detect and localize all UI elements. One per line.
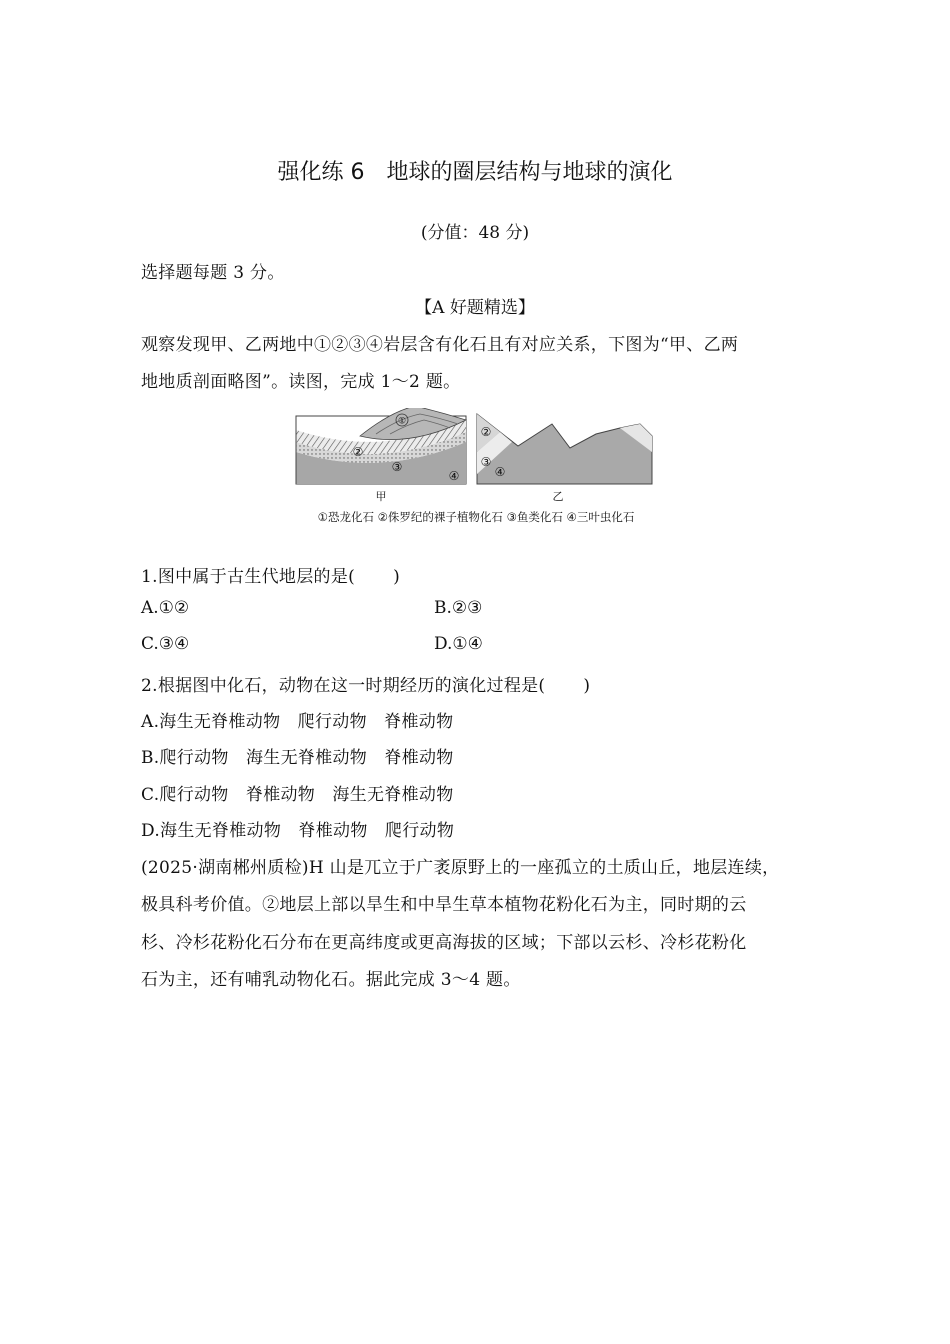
jia-profile	[296, 408, 466, 484]
q2-option-d: D.海生无脊椎动物 脊椎动物 爬行动物	[141, 821, 455, 841]
q1-option-d: D.①④	[434, 634, 483, 654]
question-1-close: )	[393, 567, 400, 587]
question-1-stem: 1.图中属于古生代地层的是(	[141, 567, 356, 587]
q2-option-a: A.海生无脊椎动物 爬行动物 脊椎动物	[141, 712, 454, 732]
passage2-line1: (2025·湖南郴州质检)H 山是兀立于广袤原野上的一座孤立的土质山丘，地层连续，	[141, 858, 780, 878]
jia-marker-1: ①	[397, 416, 407, 427]
q1-option-c: C.③④	[141, 634, 190, 654]
section-heading: 【A 好题精选】	[415, 298, 535, 318]
page-title	[0, 155, 950, 186]
exercise-title: 地球的圈层结构与地球的演化	[386, 160, 673, 185]
jia-marker-2: ②	[352, 445, 364, 459]
instruction: 选择题每题 3 分。	[141, 263, 285, 283]
passage2-line4: 石为主，还有哺乳动物化石。据此完成 3～4 题。	[141, 970, 521, 990]
passage1-line1: 观察发现甲、乙两地中①②③④岩层含有化石且有对应关系，下图为“甲、乙两	[141, 335, 739, 355]
q1-option-b: B.②③	[434, 598, 483, 618]
q2-option-b: B.爬行动物 海生无脊椎动物 脊椎动物	[141, 748, 454, 768]
jia-marker-3: ③	[391, 460, 403, 474]
question-1	[141, 562, 400, 587]
yi-marker-4: ④	[494, 465, 506, 479]
q1-option-a: A.①②	[141, 598, 190, 618]
figure-caption: ①恐龙化石 ②侏罗纪的裸子植物化石 ③鱼类化石 ④三叶虫化石	[317, 510, 635, 524]
label-yi: 乙	[552, 490, 564, 503]
jia-marker-4: ④	[448, 469, 460, 483]
question-2	[141, 671, 590, 696]
score-note: (分值：48 分)	[420, 223, 530, 243]
yi-marker-2: ②	[480, 425, 492, 439]
exercise-number: 强化练 6	[277, 160, 365, 185]
passage2-line3: 杉、冷杉花粉化石分布在更高纬度或更高海拔的区域；下部以云杉、冷杉花粉化	[141, 933, 747, 953]
question-2-close: )	[583, 676, 591, 696]
yi-marker-3: ③	[480, 455, 492, 469]
label-jia: 甲	[375, 490, 387, 503]
question-2-stem: 2.根据图中化石，动物在这一时期经历的演化过程是(	[141, 676, 546, 696]
passage1-line2: 地地质剖面略图”。读图，完成 1～2 题。	[141, 372, 461, 392]
passage2-line2: 极具科考价值。②地层上部以旱生和中旱生草本植物花粉化石为主，同时期的云	[141, 895, 747, 915]
q2-option-c: C.爬行动物 脊椎动物 海生无脊椎动物	[141, 785, 454, 805]
